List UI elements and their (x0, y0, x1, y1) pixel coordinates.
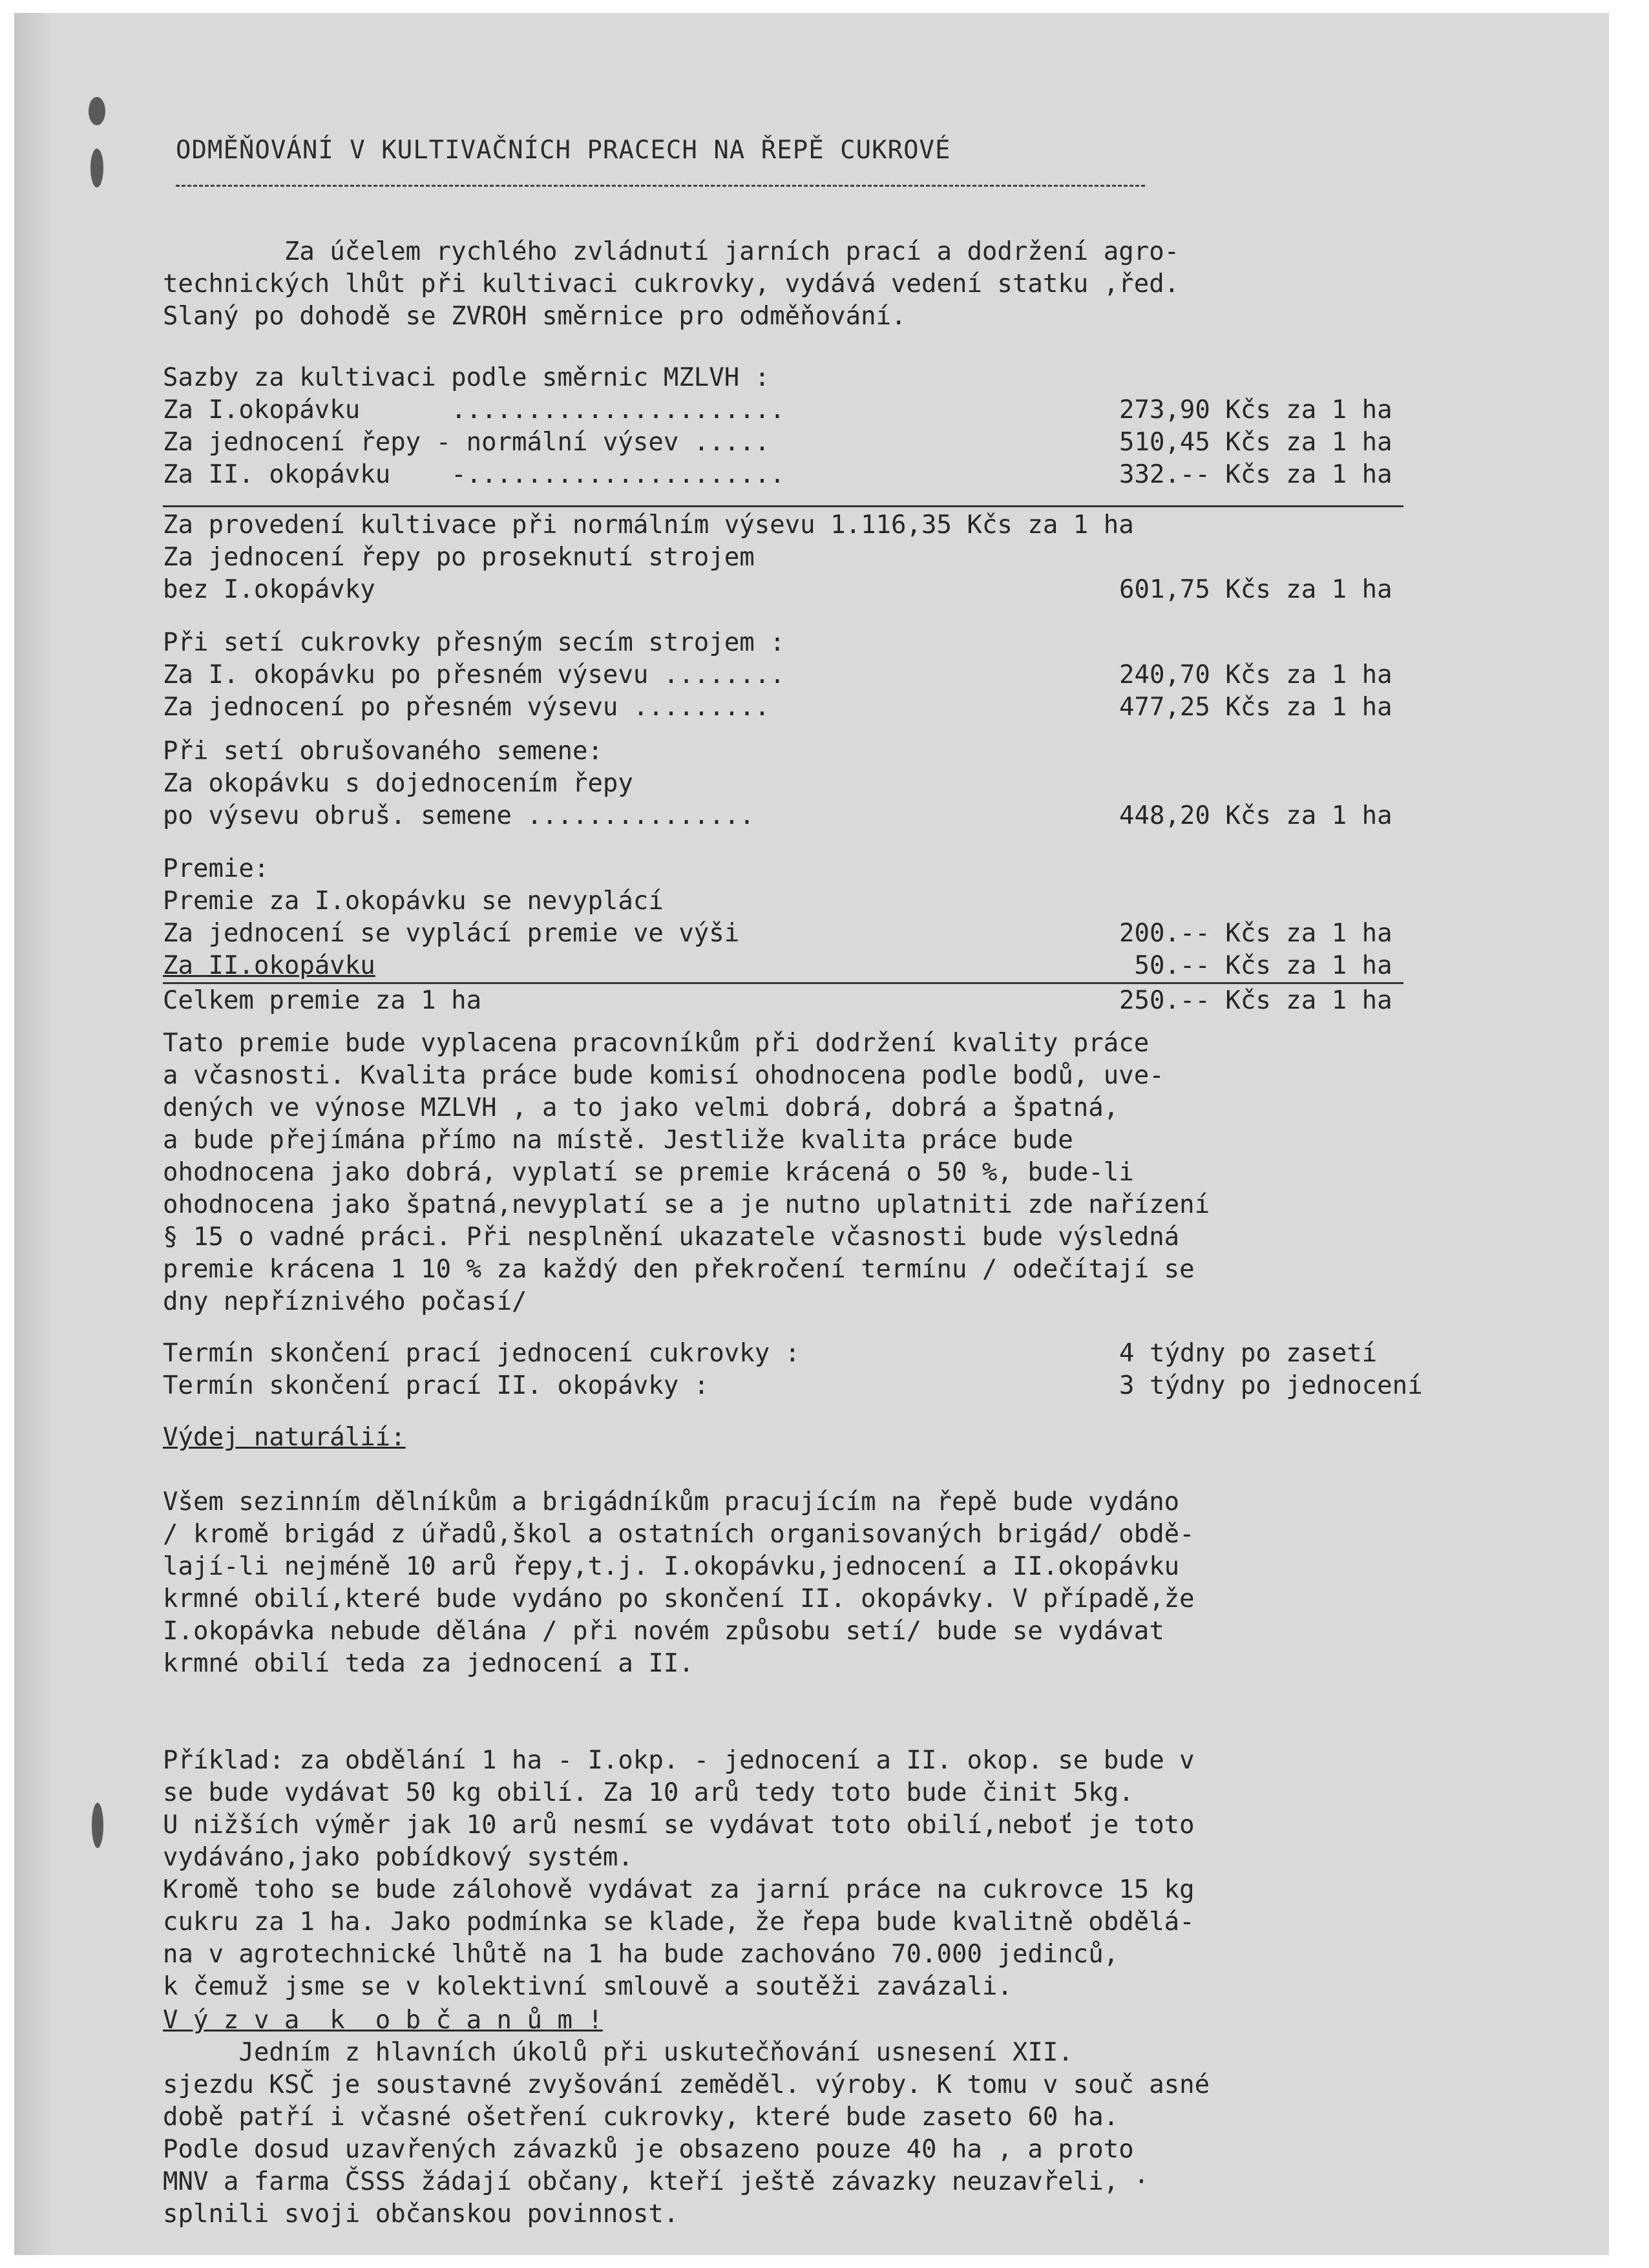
rate-row (163, 394, 1533, 426)
text-line: Za jednocení řepy po proseknutí strojem (163, 543, 755, 572)
page-edge-shadow (14, 13, 53, 2255)
deadlines-section (163, 1338, 1533, 1402)
rate-value: 200.-- Kčs za 1 ha (1119, 919, 1392, 948)
intro-paragraph (163, 236, 1533, 333)
text-line: premie krácena 1 10 % za každý den překročení termínu / odečítají se (163, 1255, 1195, 1284)
payment-in-kind-paragraph (163, 1486, 1533, 1680)
text-line: cukru za 1 ha. Jako podmínka se klade, že řepa bude kvalitně obdělá- (163, 1907, 1195, 1937)
punch-hole-mark (89, 97, 105, 125)
example-paragraph (163, 1745, 1533, 2003)
text-line: a včasnosti. Kvalita práce bude komisí ohodnocena podle bodů, uve- (163, 1061, 1164, 1090)
text-line: Tato premie bude vyplacena pracovníkům při dodržení kvality práce (163, 1029, 1150, 1058)
section-heading: Při setí cukrovky přesným secím strojem : (163, 628, 785, 657)
premium-section (163, 853, 1533, 982)
rate-row (163, 950, 1533, 982)
text-line: U nižších výměr jak 10 arů nesmí se vydávat toto obilí,neboť je toto (163, 1811, 1195, 1840)
rate-value: 448,20 Kčs za 1 ha (1119, 801, 1392, 830)
precision-section (163, 627, 1533, 724)
polished-seed-section (163, 735, 1533, 832)
document-title: ODMĚŇOVÁNÍ V KULTIVAČNÍCH PRACECH NA ŘEPĚ CUKROVÉ (176, 136, 951, 165)
text-line: sjezdu KSČ je soustavné zvyšování zeměděl. výroby. K tomu v souč asné (163, 2070, 1210, 2099)
premium-total (163, 985, 1533, 1017)
text-line: I.okopávka nebude dělána / při novém způsobu setí/ bude se vydávat (163, 1617, 1164, 1646)
text-line: Podle dosud uzavřených závazků je obsazeno pouze 40 ha , a proto (163, 2135, 1134, 2164)
section-heading: Sazby za kultivaci podle směrnic MZLVH : (163, 363, 770, 392)
text-line: krmné obilí teda za jednocení a II. (163, 1649, 694, 1678)
total-label: Celkem premie za 1 ha (163, 986, 482, 1015)
rate-label: Za II. okopávku -..................... (163, 460, 785, 489)
punch-hole-mark (92, 1803, 103, 1848)
sum-rule (163, 505, 1403, 507)
text-line: vydáváno,jako pobídkový systém. (163, 1843, 633, 1872)
rates-total (163, 509, 1533, 541)
appeal-section (163, 2004, 1533, 2231)
rate-value: 273,90 Kčs za 1 ha (1119, 395, 1392, 425)
text-line: na v agrotechnické lhůtě na 1 ha bude zachováno 70.000 jedinců, (163, 1940, 1119, 1969)
rate-row (163, 574, 1533, 606)
rate-value: 477,25 Kčs za 1 ha (1119, 693, 1392, 722)
rate-label: Za jednocení se vyplácí premie ve výši (163, 919, 740, 948)
text-line: / kromě brigád z úřadů,škol a ostatních organisovaných brigád/ obdě- (163, 1520, 1195, 1549)
section-heading: Při setí obrušovaného semene: (163, 737, 603, 766)
section-heading: Výdej naturálií: (163, 1423, 406, 1452)
deadline-label: Termín skončení prací jednocení cukrovky : (163, 1339, 801, 1368)
deadline-label: Termín skončení prací II. okopávky : (163, 1371, 709, 1400)
rate-label: po výsevu obruš. semene ............... (163, 801, 755, 830)
deadline-row (163, 1338, 1533, 1370)
text-line: § 15 o vadné práci. Při nesplnění ukazatele včasnosti bude výsledná (163, 1223, 1180, 1252)
sum-rule (163, 982, 1403, 984)
text-line: dny nepříznivého počasí/ (163, 1287, 527, 1316)
rate-value: 50.-- Kčs za 1 ha (1119, 951, 1392, 980)
deadline-value: 4 týdny po zasetí (1119, 1339, 1378, 1368)
rate-row (163, 691, 1533, 724)
deadline-value: 3 týdny po jednocení (1119, 1371, 1423, 1400)
document-page (14, 13, 1609, 2255)
rate-label: bez I.okopávky (163, 575, 375, 604)
rate-label: Za jednocení po přesném výsevu ......... (163, 693, 770, 722)
text-line: Premie za I.okopávku se nevyplácí (163, 887, 664, 916)
text-line: Všem sezinním dělníkům a brigádníkům pracujícím na řepě bude vydáno (163, 1487, 1180, 1517)
quality-paragraph (163, 1027, 1533, 1318)
text-line: Kromě toho se bude zálohově vydávat za jarní práce na cukrovce 15 kg (163, 1875, 1195, 1904)
rate-label: Za jednocení řepy - normální výsev ..... (163, 428, 770, 457)
text-line: Slaný po dohodě se ZVROH směrnice pro odměňování. (163, 302, 907, 331)
text-line: MNV a farma ČSSS žádají občany, kteří ještě závazky neuzavřeli, · (163, 2167, 1150, 2196)
mechanical-section (163, 541, 1533, 606)
title-underline (176, 185, 1145, 187)
text-line: Příklad: za obdělání 1 ha - I.okp. - jednocení a II. okop. se bude v (163, 1746, 1195, 1775)
text-line: se bude vydávat 50 kg obilí. Za 10 arů tedy toto bude činit 5kg. (163, 1778, 1134, 1807)
rate-row (163, 426, 1533, 459)
total-value: 250.-- Kčs za 1 ha (1119, 986, 1392, 1015)
rate-label: Za II.okopávku (163, 951, 375, 980)
deadline-row (163, 1370, 1533, 1402)
rate-row (163, 659, 1533, 691)
text-line: krmné obilí,které bude vydáno po skončení II. okopávky. V případě,že (163, 1584, 1195, 1613)
text-line: ohodnocena jako špatná,nevyplatí se a je nutno uplatniti zde nařízení (163, 1190, 1210, 1219)
text-line: dených ve výnose MZLVH , a to jako velmi dobrá, dobrá a špatná, (163, 1093, 1119, 1122)
rate-row (163, 918, 1533, 950)
punch-hole-mark (90, 149, 103, 187)
rate-row (163, 800, 1533, 832)
text-line: k čemuž jsme se v kolektivní smlouvě a soutěži zavázali. (163, 1972, 1013, 2001)
text-line: ohodnocena jako dobrá, vyplatí se premie krácená o 50 %, bude-li (163, 1158, 1134, 1187)
rate-value: 510,45 Kčs za 1 ha (1119, 428, 1392, 457)
rate-row (163, 459, 1533, 491)
section-heading: Premie: (163, 854, 269, 883)
text-line: Za účelem rychlého zvládnutí jarních prací a dodržení agro- (163, 237, 1180, 266)
rate-value: 240,70 Kčs za 1 ha (1119, 660, 1392, 689)
rates-section (163, 362, 1533, 491)
rate-label: Za I. okopávku po přesném výsevu ........ (163, 660, 785, 689)
rate-label: Za I.okopávku ...................... (163, 395, 785, 425)
text-line: Za okopávku s dojednocením řepy (163, 769, 633, 798)
section-heading: V ý z v a k o b č a n ů m ! (163, 2006, 603, 2035)
total-row (163, 985, 1533, 1017)
text-line: době patří i včasné ošetření cukrovky, které bude zaseto 60 ha. (163, 2103, 1119, 2132)
text-line: lají-li nejméně 10 arů řepy,t.j. I.okopávku,jednocení a II.okopávku (163, 1552, 1180, 1581)
text-line: splnili svoji občanskou povinnost. (163, 2200, 679, 2229)
total-line: Za provedení kultivace při normálním výsevu 1.116,35 Kčs za 1 ha (163, 510, 1134, 540)
text-line: Jedním z hlavních úkolů při uskutečňování usnesení XII. (163, 2038, 1073, 2067)
rate-value: 601,75 Kčs za 1 ha (1119, 575, 1392, 604)
text-line: a bude přejímána přímo na místě. Jestliže kvalita práce bude (163, 1126, 1073, 1155)
payment-in-kind-section (163, 1422, 1533, 1454)
rate-value: 332.-- Kčs za 1 ha (1119, 460, 1392, 489)
text-line: technických lhůt při kultivaci cukrovky, vydává vedení statku ,řed. (163, 269, 1180, 299)
